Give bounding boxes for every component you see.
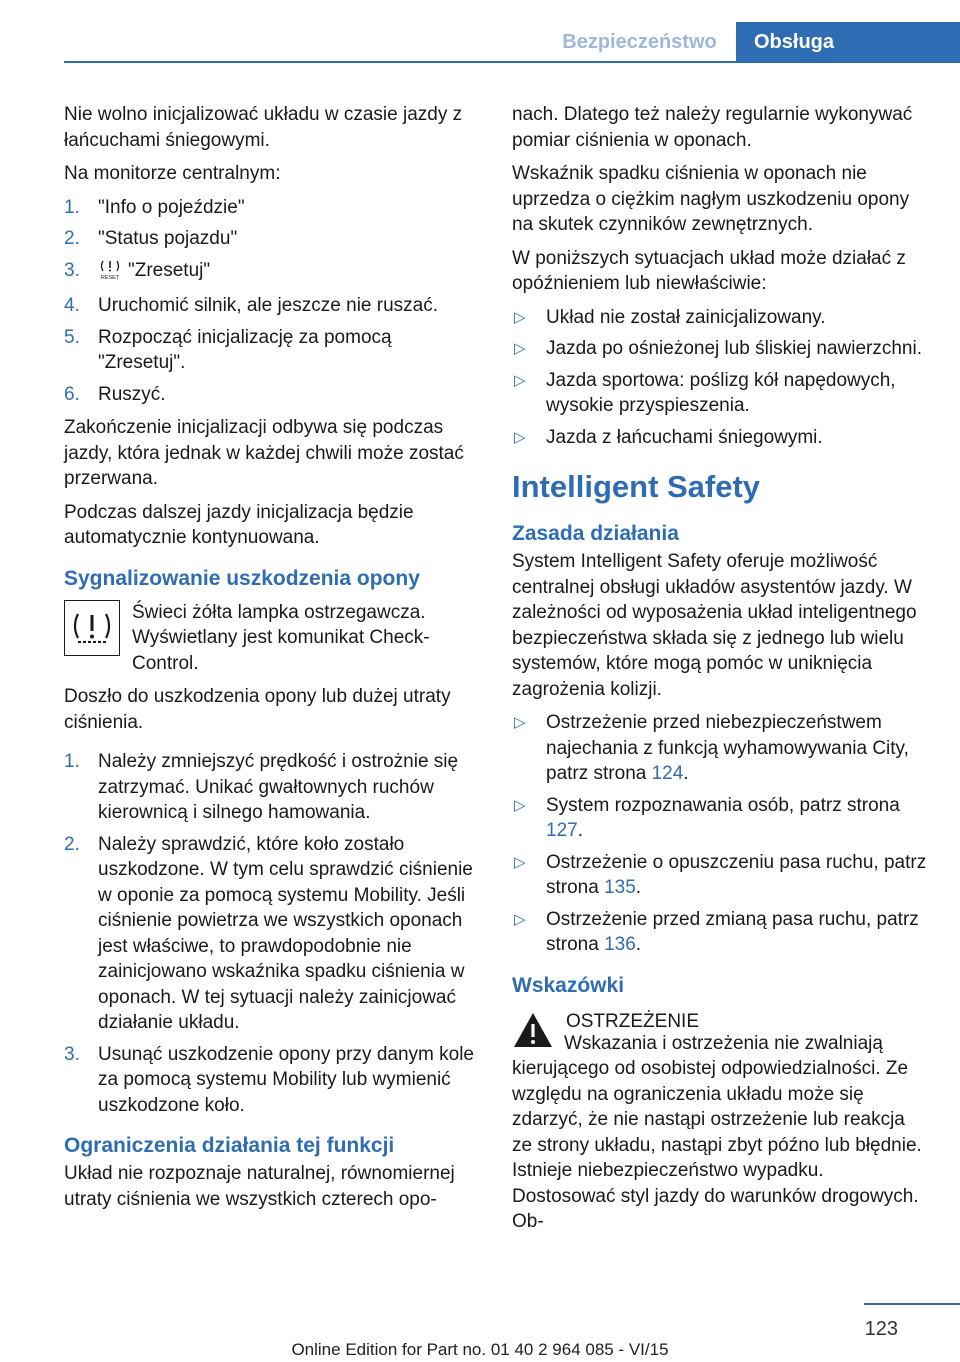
triangle-bullet-icon: ▷	[514, 371, 526, 389]
tab-bezpieczenstwo[interactable]: Bezpieczeństwo	[562, 31, 717, 53]
page-link-127[interactable]: 127	[546, 820, 578, 841]
list-item: 1. "Info o pojeździe"	[64, 196, 245, 218]
list-item: 3. Usunąć uszkodzenie opony przy danym kole za pomocą systemu Mobility lub wymienić uszkodzone koło.	[64, 1043, 474, 1116]
warning-title: OSTRZEŻENIE	[566, 1010, 700, 1032]
left-column	[64, 102, 479, 1220]
list-item: ▷ Ostrzeżenie przed zmianą pasa ruchu, patrz strona 136.	[514, 908, 919, 955]
limits-paragraph: Układ nie rozpoznaje naturalnej, równomiernej utraty ciśnienia we wszystkich czterech opo-	[64, 1163, 455, 1210]
right-column	[512, 102, 927, 1243]
list-item: 6. Ruszyć.	[64, 383, 166, 405]
list-item: 3. RESET "Zresetuj"	[64, 258, 479, 288]
list-item: ▷ Ostrzeżenie przed niebezpieczeństwem najechania z funkcją wyhamowywania City, patrz strona 124.	[514, 712, 909, 784]
warning-triangle-icon	[512, 1011, 554, 1053]
init-steps-list	[64, 195, 479, 408]
cont-paragraph-3: W poniższych sytuacjach układ może działać z opóźnieniem lub niewłaściwie:	[512, 247, 906, 294]
tire-warning-icon	[64, 600, 120, 656]
intro-paragraph-2: Na monitorze centralnym:	[64, 163, 281, 184]
list-item: ▷ Jazda sportowa: poślizg kół napędowych, wysokie przyspieszenia.	[514, 369, 896, 416]
footer-rule	[864, 1303, 960, 1305]
list-item: 5. Rozpocząć inicjalizację za pomocą "Zresetuj".	[64, 326, 392, 373]
signal-paragraph: Doszło do uszkodzenia opony lub dużej utraty ciśnienia.	[64, 686, 451, 733]
triangle-bullet-icon: ▷	[514, 714, 526, 731]
edition-footer: Online Edition for Part no. 01 40 2 964 085 - VI/15	[291, 1340, 669, 1359]
heading-limits: Ograniczenia działania tej funkcji	[64, 1134, 395, 1157]
list-item: ▷ System rozpoznawania osób, patrz strona 127.	[514, 794, 900, 841]
list-item: 4. Uruchomić silnik, ale jeszcze nie ruszać.	[64, 295, 439, 316]
tab-obsluga[interactable]: Obsługa	[736, 22, 960, 62]
heading-hints: Wskazówki	[512, 973, 625, 997]
damage-steps-list	[64, 749, 479, 1118]
continuation-paragraph: Podczas dalszej jazdy inicjalizacja będzie automatycznie kontynuowana.	[64, 501, 414, 548]
list-item: ▷ Ostrzeżenie o opuszczeniu pasa ruchu, patrz strona 135.	[514, 851, 927, 898]
list-item: ▷ Jazda po ośnieżonej lub śliskiej nawierzchni.	[512, 336, 927, 362]
list-item: 1. Należy zmniejszyć prędkość i ostrożnie się zatrzymać. Unikać gwałtownych ruchów kierownicą i silnego hamowania.	[64, 751, 459, 823]
signal-row	[64, 600, 479, 677]
triangle-bullet-icon: ▷	[514, 340, 526, 357]
cont-paragraph-2: Wskaźnik spadku ciśnienia w oponach nie uprzedza o ciężkim nagłym uszkodzeniu opony na skutek czynników zewnętrznych.	[512, 163, 910, 235]
triangle-bullet-icon: ▷	[514, 428, 526, 446]
heading-signal: Sygnalizowanie uszkodzenia opony	[64, 566, 420, 590]
list-item: ▷ Układ nie został zainicjalizowany.	[512, 305, 927, 331]
list-item: 2. "Status pojazdu"	[64, 228, 238, 249]
list-item: ▷ Jazda z łańcuchami śniegowymi.	[512, 425, 927, 451]
triangle-bullet-icon: ▷	[514, 308, 526, 326]
cont-paragraph: nach. Dlatego też należy regularnie wykonywać pomiar ciśnienia w oponach.	[512, 104, 913, 151]
signal-text: Świeci żółta lampka ostrzegawcza. Wyświetlany jest komunikat Check-Control.	[132, 601, 430, 674]
reset-tire-icon	[98, 258, 122, 288]
page-link-136[interactable]: 136	[604, 934, 636, 955]
situations-list	[512, 305, 927, 451]
triangle-bullet-icon: ▷	[514, 910, 526, 928]
list-item: 2. Należy sprawdzić, które koło zostało uszkodzone. W tym celu sprawdzić ciśnienie w oponie za pomocą systemu Mobility. Jeśli ciśnienie powietrza we wszystkich oponach jest właściwe, to prawdopodobnie nie zainicjowano wskaźnika spadku ciśnienia w oponach. W tej sytuacji należy zainicjować działanie układu.	[64, 833, 473, 1033]
triangle-bullet-icon: ▷	[514, 796, 526, 814]
triangle-bullet-icon: ▷	[514, 853, 526, 871]
page-link-124[interactable]: 124	[651, 763, 684, 784]
heading-intelligent-safety: Intelligent Safety	[512, 469, 761, 504]
svg-text:RESET: RESET	[100, 274, 120, 280]
completion-paragraph: Zakończenie inicjalizacji odbywa się podczas jazdy, która jednak w każdej chwili może zostać przerwana.	[64, 417, 464, 489]
systems-list	[512, 710, 927, 958]
page-link-135[interactable]: 135	[604, 877, 636, 898]
warning-paragraph: Wskazania i ostrzeżenia nie zwalniają kierującego od osobistej odpowiedzialności. Ze względu na ograniczenia układu może się zdarzyć, że nie nastąpi ostrzeżenie lub reakcja ze strony układu, nastąpi zbyt późno lub błędnie. Istnieje niebezpieczeństwo wypadku. Dostosować styl jazdy do warunków drogowych. Ob-	[512, 1032, 922, 1232]
page-number: 123	[864, 1318, 898, 1340]
heading-principle: Zasada działania	[512, 522, 679, 545]
intro-paragraph: Nie wolno inicjalizować układu w czasie jazdy z łańcuchami śniegowymi.	[64, 104, 463, 151]
principle-paragraph: System Intelligent Safety oferuje możliwość centralnej obsługi układów asystentów jazdy. W zależności od wyposażenia układ inteligentnego bezpieczeństwa składa się z jednego lub wielu systemów, które mogą pomóc w uniknięcia zagrożenia kolizji.	[512, 551, 917, 700]
